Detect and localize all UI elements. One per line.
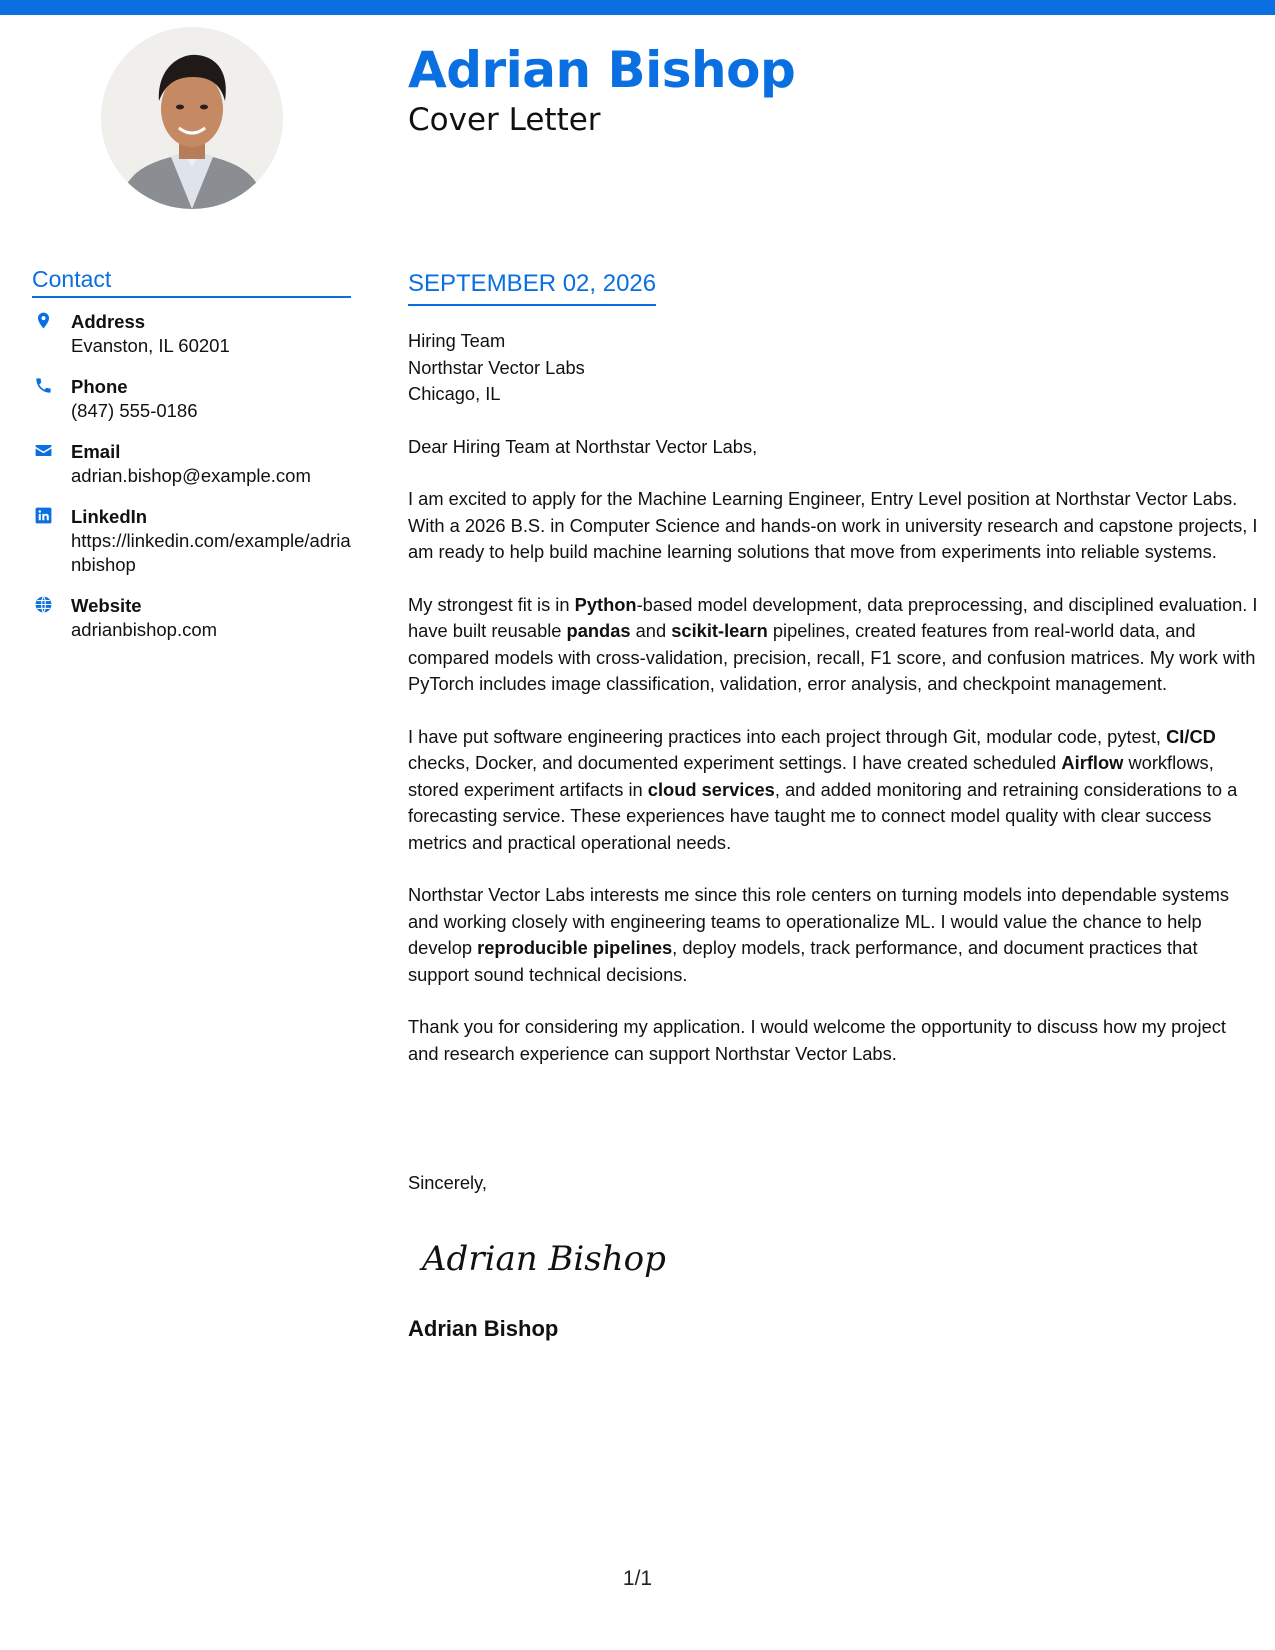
bold-keyword: pandas	[566, 620, 631, 641]
letter-paragraph	[408, 724, 1258, 857]
text-run: I am excited to apply for the Machine Learning Engineer, Entry Level position at Northstar Vector Labs. With a 2026 B.S. in Computer Science and hands-on work in university research and capstone projects, I am ready to help build machine learning solutions that move from experiments into reliable systems.	[408, 488, 1258, 562]
contact-label: Website	[71, 595, 142, 616]
map-pin-icon	[34, 311, 53, 330]
contact-label: LinkedIn	[71, 506, 148, 527]
text-run: I have put software engineering practices into each project through Git, modular code, pytest,	[408, 725, 1167, 747]
contact-heading: Contact	[32, 266, 351, 298]
contact-value: Evanston, IL 60201	[71, 335, 230, 356]
bold-keyword: CI/CD	[1166, 725, 1216, 747]
bold-keyword: Python	[574, 593, 637, 615]
bold-keyword: scikit-learn	[671, 620, 768, 641]
contact-list	[32, 310, 357, 659]
letter-paragraph	[408, 592, 1258, 698]
contact-label: Email	[71, 441, 121, 462]
letter-body	[408, 328, 1258, 1093]
greeting: Dear Hiring Team at Northstar Vector Labs,	[408, 435, 758, 457]
recipient-line: Chicago, IL	[408, 383, 501, 404]
bold-keyword: Airflow	[1061, 752, 1124, 773]
closing: Sincerely,	[408, 1172, 487, 1193]
text-run: and	[630, 620, 672, 641]
profile-photo	[101, 27, 283, 209]
bold-keyword: reproducible pipelines	[477, 937, 673, 958]
text-run: Thank you for considering my application. I would welcome the opportunity to discuss how my project and research experience can support Northstar Vector Labs.	[408, 1016, 1226, 1064]
text-run: -based model development, data preprocessing, and disciplined evaluation. I have built reusable	[408, 593, 1258, 641]
contact-value[interactable]: adrian.bishop@example.com	[71, 465, 311, 486]
recipient-block	[408, 328, 1258, 408]
letter-paragraph	[408, 486, 1258, 566]
letter-paragraph	[408, 1014, 1258, 1067]
bold-keyword: cloud services	[647, 778, 775, 800]
top-accent-bar	[0, 0, 1275, 15]
text-run: My strongest fit is in	[408, 593, 575, 615]
envelope-icon	[34, 441, 53, 460]
contact-value[interactable]: adrianbishop.com	[71, 619, 218, 640]
signature-text: Adrian Bishop	[422, 1239, 666, 1279]
signature	[418, 1228, 678, 1288]
recipient-line: Hiring Team	[408, 330, 506, 351]
text-run: pipelines, created features from real-world data, and compared models with cross-validation, precision, recall, F1 score, and confusion matrices. My work with PyTorch includes image classification, validation, error analysis, and checkpoint management.	[408, 620, 1256, 694]
letter-paragraph	[408, 882, 1258, 988]
contact-label: Address	[71, 311, 146, 332]
letter-paragraphs	[408, 486, 1258, 1067]
text-run: , and added monitoring and retraining considerations to a forecasting service. These experiences have taught me to connect model quality with clear success metrics and practical operational needs.	[408, 778, 1238, 853]
text-run: Northstar Vector Labs interests me since this role centers on turning models into dependable systems and working closely with engineering teams to operationalize ML. I would value the chance to help develop	[408, 884, 1230, 958]
contact-address	[32, 310, 357, 358]
phone-icon	[34, 376, 53, 395]
contact-linkedin	[32, 505, 357, 577]
text-run: , deploy models, track performance, and document practices that support sound technical decisions.	[408, 937, 1198, 985]
contact-value: (847) 555-0186	[71, 400, 198, 421]
contact-phone	[32, 375, 357, 423]
text-run: workflows, stored experiment artifacts in	[408, 752, 1214, 800]
recipient-line: Northstar Vector Labs	[408, 356, 585, 378]
letter-date: SEPTEMBER 02, 2026	[408, 270, 656, 306]
document-title: Cover Letter	[408, 102, 601, 138]
page-number: 1/1	[622, 1567, 653, 1590]
contact-value[interactable]: https://linkedin.com/example/adrianbishop	[71, 530, 351, 575]
linkedin-icon	[34, 506, 53, 525]
contact-email	[32, 440, 357, 488]
signer-name: Adrian Bishop	[408, 1316, 559, 1341]
text-run: checks, Docker, and documented experiment settings. I have created scheduled	[408, 752, 1062, 773]
applicant-name: Adrian Bishop	[408, 41, 796, 99]
contact-website	[32, 594, 357, 642]
globe-icon	[34, 595, 53, 614]
contact-label: Phone	[71, 376, 128, 397]
